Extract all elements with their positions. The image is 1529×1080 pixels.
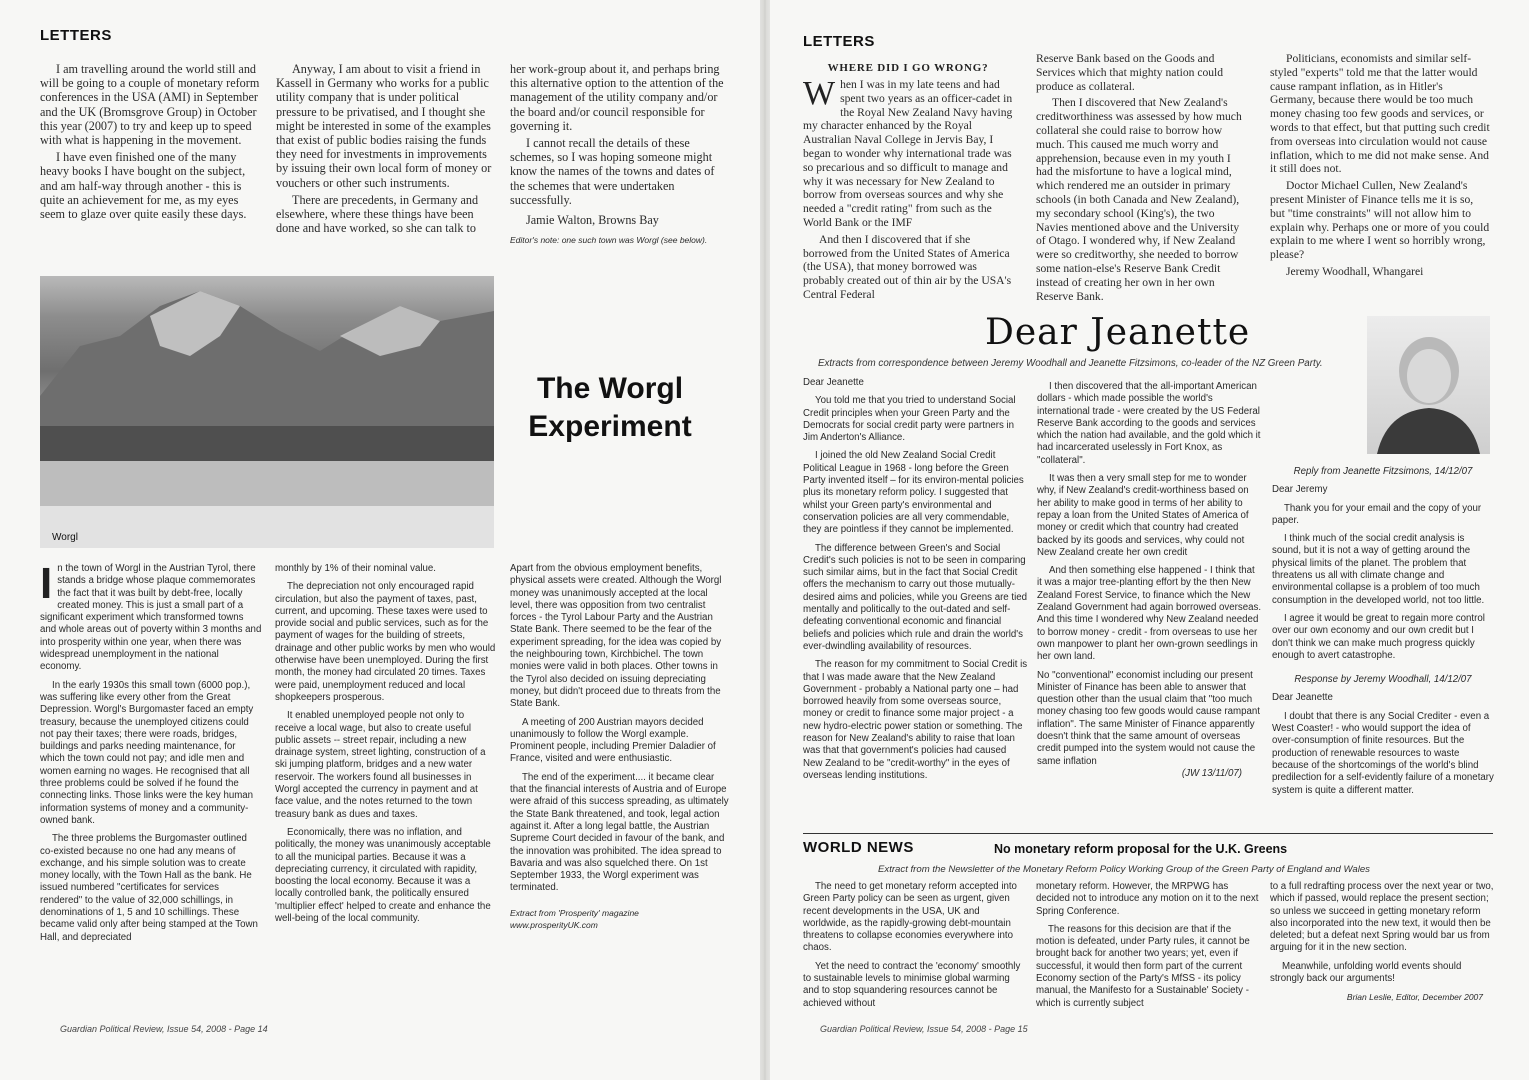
letter-ref: (JW 13/11/07) xyxy=(1181,767,1242,779)
drop-cap: W xyxy=(803,75,836,112)
article-title: The Worgl Experiment xyxy=(528,372,692,443)
dear-subtitle: Extracts from correspondence between Jeremy Woodhall and Jeanette Fitzsimons, co-leader of the NZ Green Party. xyxy=(818,358,1323,369)
article-column: I n the town of Worgl in the Austrian Tyrol, there stands a bridge whose plaque commemorates the fact that it was built by debt-free, locally created money. This is just a small part of a significant experiment which transformed towns and whole areas out of poverty within 3 months and into prosperity within one year, when there was widespread unemployment in the national economy. In the early 1930s this small town (6000 pop.), was suffering like every other from the Great Depression. Worgl's Burgomaster faced an empty treasury, because the unemployed citizens could not pay their taxes; there were roads, bridges, buildings and parks needing maintenance, for which the town could not pay; and idle men and women earning no wages. He recognised that all three problems could be solved if he found the connecting links. Those links were the key human information systems of money and a community-owned bank. The three problems the Burgomaster outlined co-existed because no one had any means of exchange, and his simple solution was to create money locally, with the Town Hall as the bank. He issued numbered "certificates for services rendered" to the value of 32,000 schillings, in denominations of 1, 5 and 10 schillings. These became valid only after being stamped at the Town Hall, and depreciated xyxy=(40,559,262,943)
letter-column: Anyway, I am about to visit a friend in Kassell in Germany who works for a public utility company that is under political pressure to be privatised, and I thought she might be interested in some of the examples that exist of public bodies raising the funds they need for investments in improvements by issuing their own local form of money or vouchers or other such instruments. There are precedents, in Germany and elsewhere, where these things have been done and have worked, so she can talk to xyxy=(276,62,492,236)
editor-note: Editor's note: one such town was Worgl (see below). xyxy=(510,235,708,246)
letter-signature: Jeremy Woodhall, Whangarei xyxy=(1286,264,1424,278)
mountain-illustration xyxy=(40,276,494,548)
left-page xyxy=(0,0,760,1080)
letter-column: Politicians, economists and similar self-styled "experts" told me that the latter would cause rampant inflation, as in Hitler's Germany, because there would be too much money chasing too few goods and services, or words to that effect, but that putting such credit from overseas into circulation would not cause inflation, which to me did not make sense. And it still does not. Doctor Michael Cullen, New Zealand's present Minister of Finance tells me it is so, but "time constraints" will not allow him to explain why. Perhaps one or more of you could explain to me where I went so horribly wrong, please? Jeremy Woodhall, Whangarei xyxy=(1270,52,1490,278)
reply-heading: Reply from Jeanette Fitzsimons, 14/12/07 xyxy=(1293,466,1473,477)
section-divider xyxy=(803,833,1493,834)
letter-signature: Jamie Walton, Browns Bay xyxy=(526,213,659,228)
photo-caption: Worgl xyxy=(52,532,78,543)
letter-column: I am travelling around the world still and will be going to a couple of monetary reform conferences in the USA (AMI) in September and the UK (Bromsgrove Group) in October this year (2007) to try and keep up to speed with what is happening in the movement. I have even finished one of the many heavy books I have bought on the subject, and am half-way through another - this is quite an achievement for me, as my eyes seem to glaze over quite easily these days. xyxy=(40,62,260,222)
source-url: www.prosperityUK.com xyxy=(510,920,598,931)
article-column: Apart from the obvious employment benefits, physical assets were created. Although the Worgl money was unanimously accepted at the local level, there was opposition from two centralist forces - the Tyrol Labour Party and the Austrian State Bank. There seemed to be the fear of the experiment spreading, for the idea was copied by the neighbouring town, Kirchbichel. The town monies were valid in both places. Other towns in the Tyrol also decided on issuing depreciating money, but didn't proceed due to threats from the State Bank. A meeting of 200 Austrian mayors decided unanimously to follow the Worgl example. Prominent people, including Premier Daladier of France, visited and were enthusiastic. The end of the experiment.... it became clear that the financial interests of Austria and of Europe were afraid of this success spreading, as ultimately the State Bank threatened, and took, legal action against it. After a long legal battle, the Austrian Supreme Court decided in favour of the bank, and the innovation was prohibited. The idea spread to Bavaria and was also squelched there. On 1st September 1933, the Worgl experiment was terminated. Extract from 'Prosperity' magazine www.prosperityUK.com xyxy=(510,563,732,937)
portrait-photo xyxy=(1367,316,1490,454)
response-heading: Response by Jeremy Woodhall, 14/12/07 xyxy=(1294,674,1472,686)
reply-column: Reply from Jeanette Fitzsimons, 14/12/07 Dear Jeremy Thank you for your email and the copy of your paper. I think much of the social credit analysis is sound, but it is not a way of getting around the physical limits of the planet. The problem that threatens us all with climate change and environmental collapse is a problem of too much consumption in the developed world, not too little. I agree it would be great to regain more control over our own economy and our own credit but I don't think we can make much progress quickly enough to avert catastrophe. Response by Jeremy Woodhall, 14/12/07 Dear Jeanette I doubt that there is any Social Crediter - even a West Coaster! - who would support the idea of over-consumption of finite resources. But the production of renewable resources to waste because of the shortcomings of the world's blind predilection for a self-evidently failure of a monetary system is quite a different matter. xyxy=(1272,466,1494,796)
source-line: Extract from 'Prosperity' magazine xyxy=(510,907,639,918)
dear-column: Dear Jeanette You told me that you tried to understand Social Credit principles when your Green Party and the Democrats for social credit party were partners in Jim Anderton's Alliance. I joined the old New Zealand Social Credit Political League in 1968 - long before the Green Party invented itself – for its environ-mental policies plus its monetary reform policy. I suggested that whilst your Green party's environmental and conservation policies are all very commendable, they are pointless if they cannot be implemented. The difference between Green's and Social Credit's such policies is not to be seen in comparing such similar aims, but in the fact that Social Credit offers the mechanism to carry out those mutually-desired aims and policies, while you Greens are tied mentally and politically to the out-dated and self-defeating conventional economic and financial beliefs and policies which rule and drain the world's ever-dwindling availability of resources. The reason for my commitment to Social Credit is that I was made aware that the New Zealand Government - probably a National party one – had borrowed heavily from some overseas source, money or credit to finance some major project - a new hydro-electric power station or something. The reason for New Zealand's ability to raise that loan was that that government's policies had caused New Zealand to be "credit-worthy" in the eyes of overseas lending institutions. xyxy=(803,377,1028,781)
world-news-label: WORLD NEWS xyxy=(803,839,914,856)
article-column: monthly by 1% of their nominal value. The depreciation not only encouraged rapid circulation, but also the payment of taxes, past, current, and upcoming. These taxes were used to provide social and public services, such as for the payment of wages for the building of streets, drainage and other public works by men who would otherwise have been unemployed. During the first month, the money had circulated 20 times. Taxes were paid, unemployment reduced and local shopkeepers prosperous. It enabled unemployed people not only to receive a local wage, but also to create useful public assets -- street repair, including a new drainage system, street lighting, construction of a ski jumping platform, bridges and a new water reservoir. The workers found all businesses in Worgl accepted the currency in payment and at face value, and the notes returned to the town treasury bank as dues and taxes. Economically, there was no inflation, and politically, the money was unanimously acceptable to all the municipal parties. Because it was a depreciating currency, it circulated with rapidity, boosting the local economy. Because it was a locally controlled bank, the politically ensured 'multiplier effect' helped to create and enhance the well-being of the local community. xyxy=(275,563,496,925)
letter-column: Reserve Bank based on the Goods and Services which that mighty nation could produce as collateral. Then I discovered that New Zealand's creditworthiness was assessed by how much collateral she could raise to borrow how much. This caused me much worry and apprehension, because even in my youth I had the misfortune to have a logical mind, which rendered me an outsider in primary schools (in both Canada and New Zealand), my secondary school (King's), the two Navies mentioned above and the University of Otago. I wondered why, if New Zealand were so creditworthy, she needed to borrow some nation-else's Reserve Bank Credit instead of creating her own in her own Reserve Bank. xyxy=(1036,52,1242,303)
section-header: LETTERS xyxy=(40,27,112,44)
letter-title: WHERE DID I GO WRONG? xyxy=(827,62,989,74)
news-column: The need to get monetary reform accepted into Green Party policy can be seen as urgent, given recent developments in the USA, UK and worldwide, as the rapidly-growing debt-mountain threatens to collapse economies everywhere into chaos. Yet the need to contract the 'economy' smoothly to sustainable levels to minimise global warming and to stop squandering resources cannot be achieved without xyxy=(803,881,1021,1009)
page-footer: Guardian Political Review, Issue 54, 2008 - Page 15 xyxy=(820,1024,1028,1034)
news-column: monetary reform. However, the MRPWG has decided not to introduce any motion on it to the next Spring Conference. The reasons for this decision are that if the motion is defeated, under Party rules, it cannot be brought back for another two years; yet, even if successful, it would then form part of the current Economy section of the Party's MfSS - its policy manual, the Manifesto for a Sustainable' Society - which is currently subject xyxy=(1036,881,1259,1009)
dear-jeanette-title: Dear Jeanette xyxy=(985,312,1251,353)
news-signature: Brian Leslie, Editor, December 2007 xyxy=(1346,992,1483,1003)
world-news-headline: No monetary reform proposal for the U.K. Greens xyxy=(994,842,1288,856)
drop-cap: I xyxy=(40,559,53,608)
page-footer: Guardian Political Review, Issue 54, 2008 - Page 14 xyxy=(60,1024,268,1034)
letter-column: her work-group about it, and perhaps bring this alternative option to the attention of the management of the utility company and/or the board and/or council responsible for governing it. I cannot recall the details of these schemes, so I was hoping someone might know the names of the towns and dates of the schemes that were undertaken successfully. Jamie Walton, Browns Bay Editor's note: one such town was Worgl (see below). xyxy=(510,62,732,250)
person-illustration xyxy=(1367,316,1490,454)
section-header: LETTERS xyxy=(803,33,875,50)
dear-column: I then discovered that the all-important American dollars - which made possible the world's international trade - were created by the US Federal Reserve Bank according to the goods and services which the nation had available, and the gold which it had incarcerated uselessly in Fort Knox, as "collateral". It was then a very small step for me to wonder why, if New Zealand's credit-worthiness based on her ability to make good in terms of her ability to repay a loan from the United States of America of money or credit which that country had created backed by its goods and services, why could not New Zealand create her own credit And then something else happened - I think that it was a major tree-planting effort by the then New Zealand Forest Service, to finance which the New Zealand Government had again borrowed overseas. And this time I wondered why New Zealand needed to borrow money - credit - from overseas to use her own manpower to plant her own-grown seedlings in her own land. No "conventional" economist including our present Minister of Finance has been able to answer that question other than the usual claim that "too much money chasing too few goods would cause rampant inflation". The same Minister of Finance apparently doesn't think that the same amount of overseas credit pumped into the system would not cause the same inflation (JW 13/11/07) xyxy=(1037,381,1262,779)
letter-column: W hen I was in my late teens and had spent two years as an officer-cadet in the Royal New Zealand Navy having my character enhanced by the Royal Australian Naval College in Jervis Bay, I began to wonder why international trade was so precarious and so difficult to manage and why it was necessary for New Zealand to borrow from overseas sources and why she needed a "credit rating" from such as the World Bank or the IMF And then I discovered that if she borrowed from the United States of America (the USA), that money borrowed was probably created out of thin air by the USA's Central Federal xyxy=(803,75,1013,301)
right-page xyxy=(770,0,1529,1080)
world-news-subtitle: Extract from the Newsletter of the Monetary Reform Policy Working Group of the Green Party of England and Wales xyxy=(878,864,1370,875)
news-column: to a full redrafting process over the next year or two, which if passed, would replace the present section; so unless we succeed in getting monetary reform also incorporated into the new text, it would then be deleted; but a defeat next Spring would bar us from arguing for it in the new section. Meanwhile, unfolding world events should strongly back our arguments! Brian Leslie, Editor, December 2007 xyxy=(1270,881,1494,1003)
worgl-photo xyxy=(40,276,494,548)
